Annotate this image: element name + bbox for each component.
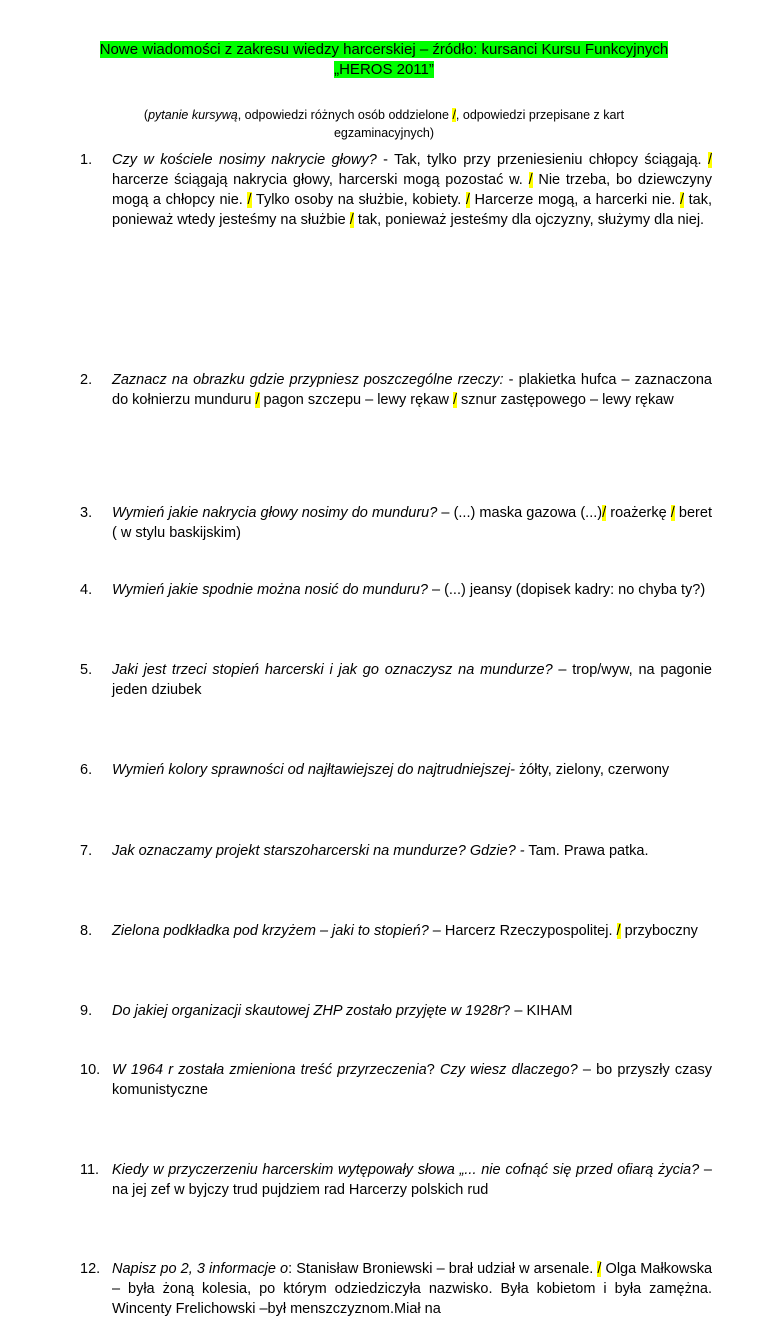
answer-separator: / <box>247 192 252 208</box>
list-item <box>80 921 712 941</box>
question-text: Wymień jakie spodnie można nosić do munduru? <box>112 582 428 598</box>
item-number: 8. <box>80 923 93 939</box>
subtitle-end: , odpowiedzi przepisane z kart egzaminacyjnych) <box>333 108 625 140</box>
question-text: Jaki jest trzeci stopień harcerski i jak go oznaczysz na mundurze? <box>112 662 553 678</box>
answer-text: Harcerze mogą, a harcerki nie. <box>469 192 680 208</box>
subtitle-open: ( <box>143 108 149 122</box>
item-number: 9. <box>80 1003 93 1019</box>
item-number: 5. <box>80 662 93 678</box>
list-item <box>80 841 712 861</box>
subtitle-mid: , odpowiedzi różnych osób oddzielone <box>237 108 453 122</box>
item-number: 2. <box>80 372 93 388</box>
document-title <box>60 40 708 80</box>
list-item <box>80 1259 713 1319</box>
answer-text: – (...) maska gazowa (...) <box>437 505 603 521</box>
question-text: Do jakiej organizacji skautowej ZHP zostało przyjęte w 1928r <box>112 1003 503 1019</box>
item-number: 6. <box>80 762 93 778</box>
question-text: Napisz po 2, 3 informacje o <box>112 1261 289 1277</box>
question-text: Czy w kościele nosimy nakrycie głowy? <box>112 152 377 168</box>
answer-text: żółty, zielony, czerwony <box>514 762 670 778</box>
answer-text: pagon szczepu – lewy rękaw <box>259 392 453 408</box>
question-text: Wymień jakie nakrycia głowy nosimy do munduru? <box>112 505 438 521</box>
answer-text: : Stanisław Broniewski – brał udział w arsenale. <box>288 1261 598 1277</box>
answer-text: – bo przyszły czasy komunistyczne <box>112 1062 712 1098</box>
answer-text: tak, ponieważ jesteśmy dla ojczyzny, służymy dla niej. <box>353 212 705 228</box>
answer-text: Olga Małkowska – była żoną kolesia, po którym odziedziczyła nazwisko. Była kobietom i była zamężna. Wincenty Frelichowski –był menszczyznom.Miał na <box>112 1261 713 1317</box>
answer-separator: / <box>707 152 712 168</box>
question-text: Wymień kolory sprawności od najłtawiejszej do najtrudniejszej- <box>112 762 515 778</box>
question-text: W 1964 r została zmieniona treść przyrzeczenia <box>112 1062 427 1078</box>
question-text: Kiedy w przyczerzeniu harcerskim wytępowały słowa „... nie cofnąć się przed ofiarą życia? <box>112 1162 700 1178</box>
subtitle-italic: pytanie kursywą <box>148 108 238 122</box>
question-text-2: Czy wiesz dlaczego? <box>439 1062 578 1078</box>
answer-text: - Tak, tylko przy przeniesieniu chłopcy ściągają. <box>376 152 708 168</box>
item-number: 7. <box>80 843 93 859</box>
list-item <box>80 760 712 780</box>
question-text: Jak oznaczamy projekt starszoharcerski na mundurze? Gdzie? - <box>112 843 525 859</box>
list-item <box>80 660 712 700</box>
list-item <box>80 503 712 543</box>
answer-separator: / <box>670 505 675 521</box>
answer-separator: / <box>597 1261 602 1277</box>
answer-text: Nie trzeba, bo dziewczyny mogą a chłopcy nie. <box>112 172 712 208</box>
answer-separator: / <box>349 212 354 228</box>
answer-text: Tam. Prawa patka. <box>524 843 649 859</box>
answer-separator: / <box>528 172 533 188</box>
list-item <box>80 150 712 230</box>
answer-text: roażerkę <box>606 505 671 521</box>
answer-separator: / <box>602 505 607 521</box>
answer-text: sznur zastępowego – lewy rękaw <box>456 392 674 408</box>
answer-separator: / <box>255 392 260 408</box>
answer-text: Tylko osoby na służbie, kobiety. <box>251 192 466 208</box>
item-number: 10. <box>80 1062 101 1078</box>
item-number: 4. <box>80 582 93 598</box>
list-item <box>80 1001 712 1021</box>
question-list <box>80 150 713 1317</box>
item-number: 1. <box>80 152 93 168</box>
title-line-2: „HEROS 2011” <box>334 61 434 78</box>
answer-text: – Harcerz Rzeczypospolitej. <box>428 923 617 939</box>
list-item <box>80 370 712 410</box>
list-item <box>80 580 712 600</box>
answer-text: harcerze ściągają nakrycia głowy, harcerski mogą pozostać w. <box>112 172 529 188</box>
subtitle-separator: / <box>452 108 456 122</box>
answer-separator: / <box>452 392 457 408</box>
answer-text: beret ( w stylu baskijskim) <box>112 505 712 541</box>
item-number: 12. <box>80 1261 101 1277</box>
answer-separator: / <box>465 192 470 208</box>
answer-text: - plakietka hufca – zaznaczona do kołnierzu munduru <box>112 372 712 408</box>
answer-text: przyboczny <box>620 923 698 939</box>
answer-text: tak, ponieważ wtedy jesteśmy na służbie <box>112 192 712 228</box>
answer-separator: / <box>616 923 621 939</box>
item-number: 3. <box>80 505 93 521</box>
answer-text: ? – KIHAM <box>502 1003 573 1019</box>
list-item: 10. W 1964 r została zmieniona treść przyrzeczenia? Czy wiesz dlaczego? – bo przyszły czasy komunistyczne <box>80 1062 712 1098</box>
item-number: 11. <box>80 1162 100 1178</box>
document-subtitle <box>100 106 668 142</box>
answer-text: – na jej zef w byjczy trud pujdziem rad Harcerzy polskich rud <box>112 1162 712 1198</box>
question-text: Zielona podkładka pod krzyżem – jaki to stopień? <box>112 923 429 939</box>
answer-text: – trop/wyw, na pagonie jeden dziubek <box>112 662 712 698</box>
question-text: Zaznacz na obrazku gdzie przypniesz poszczególne rzeczy: <box>112 372 504 388</box>
answer-text: – (...) jeansy (dopisek kadry: no chyba ty?) <box>427 582 706 598</box>
answer-separator: / <box>679 192 684 208</box>
title-line-1: Nowe wiadomości z zakresu wiedzy harcerskiej – źródło: kursanci Kursu Funkcyjnych <box>99 41 669 58</box>
list-item <box>80 1160 712 1200</box>
